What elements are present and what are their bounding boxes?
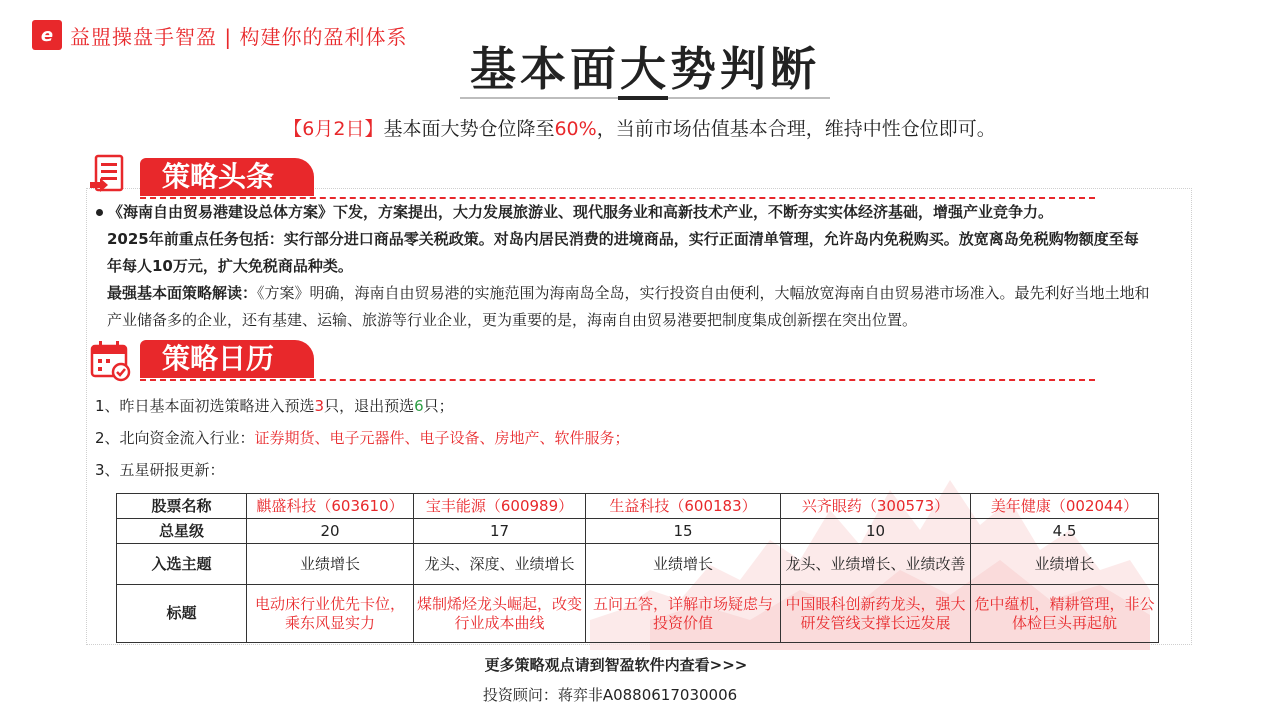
stock-name-cell: 麒盛科技（603610） [247, 494, 414, 519]
section-divider-calendar [140, 379, 1095, 381]
stock-name-cell: 宝丰能源（600989） [414, 494, 586, 519]
strategy-reading-label: 最强基本面策略解读： [107, 284, 258, 302]
headline-line-1-text: 《海南自由贸易港建设总体方案》下发，方案提出，大力发展旅游业、现代服务业和高新技术产业，不断夯实实体经济基础，增强产业竞争力。 [108, 203, 1054, 221]
row-header-headline: 标题 [117, 585, 247, 643]
table-row [117, 585, 1159, 643]
calendar-item-1-entered-count: 3 [314, 397, 325, 415]
calendar-item-1-text-b: 只，退出预选 [324, 397, 415, 415]
stock-theme-cell: 龙头、深度、业绩增长 [414, 544, 586, 585]
stock-stars-cell: 4.5 [971, 519, 1159, 544]
table-row [117, 519, 1159, 544]
stock-name-cell: 美年健康（002044） [971, 494, 1159, 519]
stock-name-cell: 兴齐眼药（300573） [781, 494, 971, 519]
subtitle-text-b: ，当前市场估值基本合理，维持中性仓位即可。 [596, 118, 996, 140]
advisor-credit: 投资顾问：蒋弈非A0880617030006 [482, 686, 738, 704]
row-header-name: 股票名称 [117, 494, 247, 519]
stock-headline-cell: 煤制烯烃龙头崛起，改变行业成本曲线 [414, 585, 586, 643]
stock-headline-cell: 危中蕴机，精耕管理，非公体检巨头再起航 [971, 585, 1159, 643]
calendar-item-3: 3、五星研报更新： [95, 461, 225, 479]
calendar-item-1-text-a: 1、昨日基本面初选策略进入预选 [95, 397, 315, 415]
brand-logo-icon: e [32, 20, 62, 50]
title-underline-accent [618, 96, 668, 100]
stock-theme-cell: 业绩增长 [247, 544, 414, 585]
table-row [117, 544, 1159, 585]
stock-headline-cell: 五问五答，详解市场疑虑与投资价值 [586, 585, 781, 643]
calendar-item-1-text-c: 只； [423, 397, 454, 415]
section-banner-headline: 策略头条 [140, 158, 314, 196]
calendar-icon [88, 338, 132, 382]
stock-theme-cell: 业绩增长 [586, 544, 781, 585]
brand-slogan: 益盟操盘手智盈 | 构建你的盈利体系 [70, 24, 408, 49]
page-title: 基本面大势判断 [470, 42, 820, 96]
stock-name-cell: 生益科技（600183） [586, 494, 781, 519]
brand [32, 20, 407, 50]
stock-theme-cell: 龙头、业绩增长、业绩改善 [781, 544, 971, 585]
calendar-item-2-industries: 证券期货、电子元器件、电子设备、房地产、软件服务； [254, 429, 630, 447]
subtitle-date: 【6月2日】 [283, 118, 384, 140]
stock-stars-cell: 17 [414, 519, 586, 544]
stock-stars-cell: 15 [586, 519, 781, 544]
calendar-item-1-exited-count: 6 [414, 397, 424, 415]
stock-headline-cell: 中国眼科创新药龙头，强大研发管线支撑长远发展 [781, 585, 971, 643]
subtitle-text-a: 基本面大势仓位降至 [383, 118, 555, 140]
stock-stars-cell: 10 [781, 519, 971, 544]
strategy-reading [107, 280, 1152, 334]
row-header-theme: 入选主题 [117, 544, 247, 585]
stock-stars-cell: 20 [247, 519, 414, 544]
section-banner-calendar: 策略日历 [140, 340, 314, 378]
bullet-icon [96, 209, 103, 216]
subtitle-pct: 60% [554, 118, 597, 140]
strategy-reading-text: 《方案》明确，海南自由贸易港的实施范围为海南岛全岛，实行投资自由便利，大幅放宽海南自由贸易港市场准入。最先利好当地土地和产业储备多的企业，还有基建、运输、旅游等行业企业，更为重要的是，海南自由贸易港要把制度集成创新摆在突出位置。 [107, 284, 1150, 329]
headline-line-2: 2025年前重点任务包括：实行部分进口商品零关税政策。对岛内居民消费的进境商品，实行正面清单管理，允许岛内免税购买。放宽离岛免税购物额度至每年每人10万元，扩大免税商品种类。 [107, 230, 1139, 275]
stock-headline-cell: 电动床行业优先卡位，乘东风显实力 [247, 585, 414, 643]
table-row [117, 494, 1159, 519]
more-insights-link[interactable]: 更多策略观点请到智盈软件内查看>>> [484, 656, 748, 674]
stock-theme-cell: 业绩增长 [971, 544, 1159, 585]
calendar-item-1 [95, 396, 454, 416]
document-icon [88, 152, 132, 196]
headline-line-1 [96, 199, 1176, 226]
calendar-item-2 [95, 428, 630, 448]
subtitle [0, 114, 1279, 141]
five-star-report-table [116, 493, 1159, 643]
calendar-item-2-label: 2、北向资金流入行业： [95, 429, 255, 447]
row-header-stars: 总星级 [117, 519, 247, 544]
